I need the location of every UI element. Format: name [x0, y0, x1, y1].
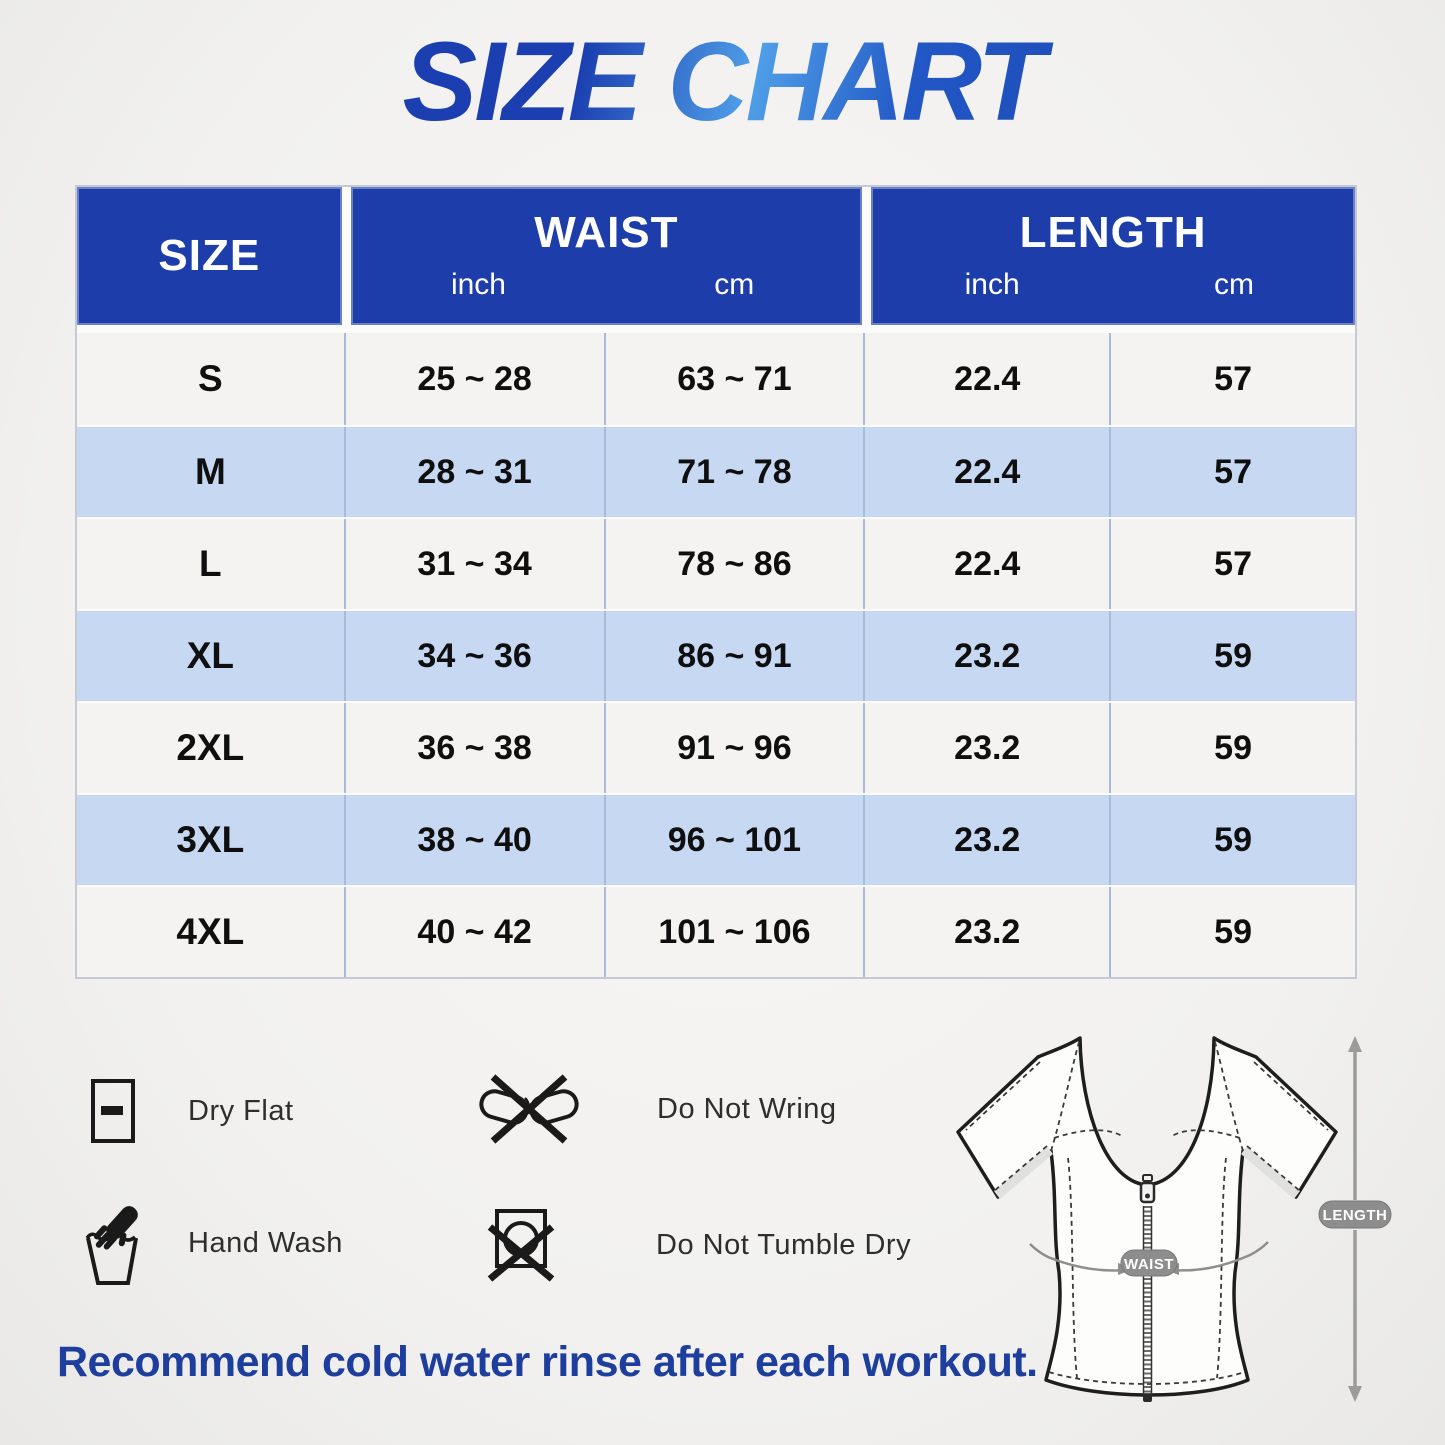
header-length-inch: inch — [964, 268, 1020, 301]
cell-waist-inch: 40 ~ 42 — [344, 887, 604, 977]
dry-flat-icon — [90, 1078, 136, 1144]
cell-length-cm: 57 — [1109, 519, 1355, 609]
cell-size: XL — [186, 635, 234, 676]
cell-length-inch: 22.4 — [863, 333, 1109, 425]
cell-waist-cm: 96 ~ 101 — [604, 795, 864, 885]
table-row — [77, 425, 1355, 517]
header-waist-cm: cm — [714, 268, 755, 301]
do-not-wring-icon — [477, 1072, 581, 1146]
care-item-dry-flat — [90, 1078, 294, 1144]
cell-size: M — [194, 451, 226, 492]
table-row — [77, 333, 1355, 425]
cell-length-cm: 59 — [1109, 703, 1355, 793]
cell-waist-cm: 86 ~ 91 — [604, 611, 864, 701]
table-row — [77, 609, 1355, 701]
cell-waist-inch: 28 ~ 31 — [344, 427, 604, 517]
cell-waist-cm: 63 ~ 71 — [604, 333, 864, 425]
cell-length-inch: 22.4 — [863, 427, 1109, 517]
table-row — [77, 885, 1355, 977]
cell-waist-cm: 91 ~ 96 — [604, 703, 864, 793]
cell-waist-inch: 25 ~ 28 — [344, 333, 604, 425]
cell-length-inch: 23.2 — [863, 887, 1109, 977]
care-label: Do Not Tumble Dry — [656, 1228, 912, 1261]
cell-length-cm: 59 — [1109, 795, 1355, 885]
cell-size: S — [198, 358, 223, 399]
page-title: SIZE CHART — [0, 10, 1445, 153]
cell-size: L — [199, 543, 222, 584]
table-body — [77, 333, 1355, 977]
cell-length-cm: 57 — [1109, 427, 1355, 517]
cell-length-inch: 23.2 — [863, 611, 1109, 701]
cell-length-inch: 23.2 — [863, 795, 1109, 885]
hand — [89, 1200, 139, 1260]
header-length-group — [871, 187, 1355, 325]
cell-size: 3XL — [176, 819, 245, 860]
care-label: Do Not Wring — [657, 1092, 837, 1125]
header-waist: WAIST — [534, 208, 679, 257]
cell-length-cm: 59 — [1109, 611, 1355, 701]
header-waist-units — [351, 257, 863, 325]
care-label: Hand Wash — [188, 1226, 343, 1259]
header-size: SIZE — [77, 187, 342, 325]
footer-note: Recommend cold water rinse after each workout. — [57, 1338, 1038, 1386]
cell-length-cm: 59 — [1109, 887, 1355, 977]
cell-size: 2XL — [176, 727, 245, 768]
header-length: LENGTH — [1019, 208, 1207, 257]
table-header-row — [77, 187, 1355, 325]
care-item-do-not-tumble-dry — [483, 1206, 911, 1284]
header-waist-inch: inch — [450, 268, 506, 301]
cell-length-cm: 57 — [1109, 333, 1355, 425]
cell-waist-cm: 78 ~ 86 — [604, 519, 864, 609]
cell-waist-inch: 36 ~ 38 — [344, 703, 604, 793]
zipper-stop — [1143, 1175, 1152, 1181]
cell-waist-cm: 71 ~ 78 — [604, 427, 864, 517]
cell-waist-inch: 38 ~ 40 — [344, 795, 604, 885]
cell-waist-inch: 31 ~ 34 — [344, 519, 604, 609]
waist-tag: WAIST — [1124, 1256, 1174, 1273]
length-measure — [1319, 1036, 1391, 1402]
length-tag: LENGTH — [1322, 1207, 1388, 1224]
cell-length-inch: 22.4 — [863, 519, 1109, 609]
table-row — [77, 793, 1355, 885]
cell-length-inch: 23.2 — [863, 703, 1109, 793]
header-length-cm: cm — [1214, 268, 1255, 301]
table-row — [77, 701, 1355, 793]
care-label: Dry Flat — [188, 1094, 294, 1127]
care-item-hand-wash — [85, 1200, 343, 1286]
care-item-do-not-wring — [477, 1072, 837, 1146]
table-row — [77, 517, 1355, 609]
header-waist-group — [351, 187, 863, 325]
size-table — [75, 185, 1357, 979]
cell-waist-cm: 101 ~ 106 — [604, 887, 864, 977]
do-not-tumble-dry-icon — [483, 1206, 559, 1284]
hand-wash-icon — [85, 1200, 139, 1286]
header-length-units — [871, 257, 1355, 325]
zipper-slider — [1141, 1183, 1154, 1202]
cell-waist-inch: 34 ~ 36 — [344, 611, 604, 701]
cell-size: 4XL — [176, 911, 245, 952]
